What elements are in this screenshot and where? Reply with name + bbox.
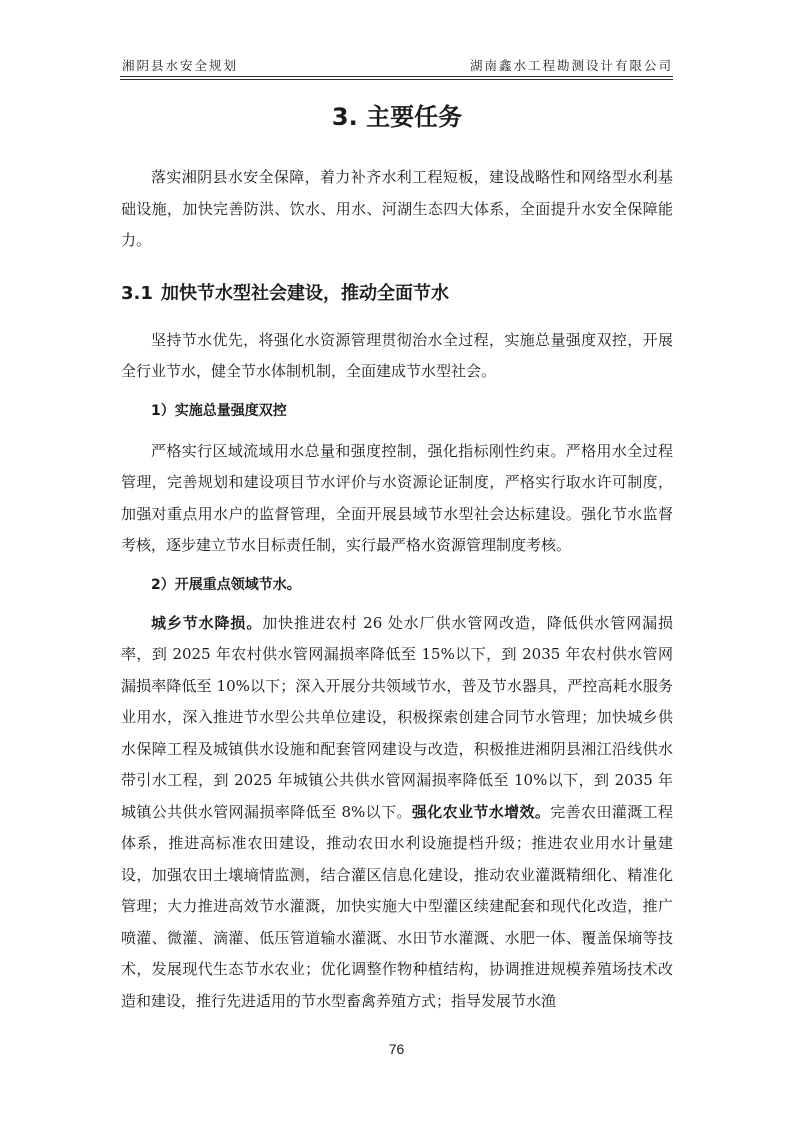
chapter-intro-paragraph: 落实湘阴县水安全保障，着力补齐水利工程短板，建设战略性和网络型水利基础设施，加快完善防洪、饮水、用水、河湖生态四大体系，全面提升水安全保障能力。 bbox=[121, 168, 673, 249]
lead-phrase-urban-rural: 城乡节水降损。 bbox=[151, 613, 263, 632]
body-agriculture: 完善农田灌溉工程体系，推进高标准农田建设，推动农田水利设施提档升级；推进农业用水计量建设，加强农田土壤墒情监测，结合灌区信息化建设，推动农业灌溉精细化、精准化管理；大力推进高效节水灌溉，加快实施大中型灌区续建配套和现代化改造，推广喷灌、微灌、滴灌、低压管道输水灌溉、水田节水灌溉、水肥一体、覆盖保墒等技术，发展现代生态节水农业；优化调整作物种植结构，协调推进规模养殖场技术改造和建设，推行先进适用的节水型畜禽养殖方式；指导发展节水渔 bbox=[121, 802, 673, 1010]
subsection-2-paragraph bbox=[121, 608, 673, 1018]
section-heading bbox=[121, 277, 673, 311]
section-intro-paragraph: 坚持节水优先，将强化水资源管理贯彻治水全过程，实施总量强度双控，开展全行业节水，健全节水体制机制，全面建成节水型社会。 bbox=[121, 330, 673, 380]
header-company-name: 湖南鑫水工程勘测设计有限公司 bbox=[469, 58, 673, 73]
page-header bbox=[122, 56, 673, 76]
section-title: 加快节水型社会建设，推动全面节水 bbox=[161, 282, 449, 304]
page-body bbox=[121, 96, 673, 1017]
chapter-title: 3. 主要任务 bbox=[331, 103, 463, 131]
header-divider bbox=[120, 76, 673, 77]
lead-phrase-agriculture: 强化农业节水增效。 bbox=[411, 802, 551, 821]
subsection-heading-1: 1）实施总量强度双控 bbox=[151, 402, 287, 419]
header-document-title: 湘阴县水安全规划 bbox=[122, 58, 239, 73]
header-divider-secondary bbox=[120, 79, 673, 80]
body-urban-rural: 加快推进农村 26 处水厂供水管网改造，降低供水管网漏损率，到 2025 年农村供水管网漏损率降低至 15%以下，到 2035 年农村供水管网漏损率降低至 10%以下；深入开展分共领域节水，普及节水器具，严控高耗水服务业用水，深入推进节水型公共单位建设，积极探索创建合同节水管理；加快城乡供水保障工程及城镇供水设施和配套管网建设与改造，积极推进湘阴县湘江沿线供水带引水工程，到 2025 年城镇公共供水管网漏损率降低至 10%以下，到 2035 年城镇公共供水管网漏损率降低至 8%以下。 bbox=[121, 613, 673, 821]
section-number: 3.1 bbox=[121, 282, 153, 304]
subsection-heading-2: 2）开展重点领域节水。 bbox=[151, 576, 301, 593]
subsection-1-paragraph: 严格实行区域流域用水总量和强度控制，强化指标刚性约束。严格用水全过程管理，完善规划和建设项目节水评价与水资源论证制度，严格实行取水许可制度，加强对重点用水户的监督管理，全面开展县域节水型社会达标建设。强化节水监督考核，逐步建立节水目标责任制，实行最严格水资源管理制度考核。 bbox=[121, 441, 673, 554]
page-number: 76 bbox=[388, 1041, 405, 1057]
